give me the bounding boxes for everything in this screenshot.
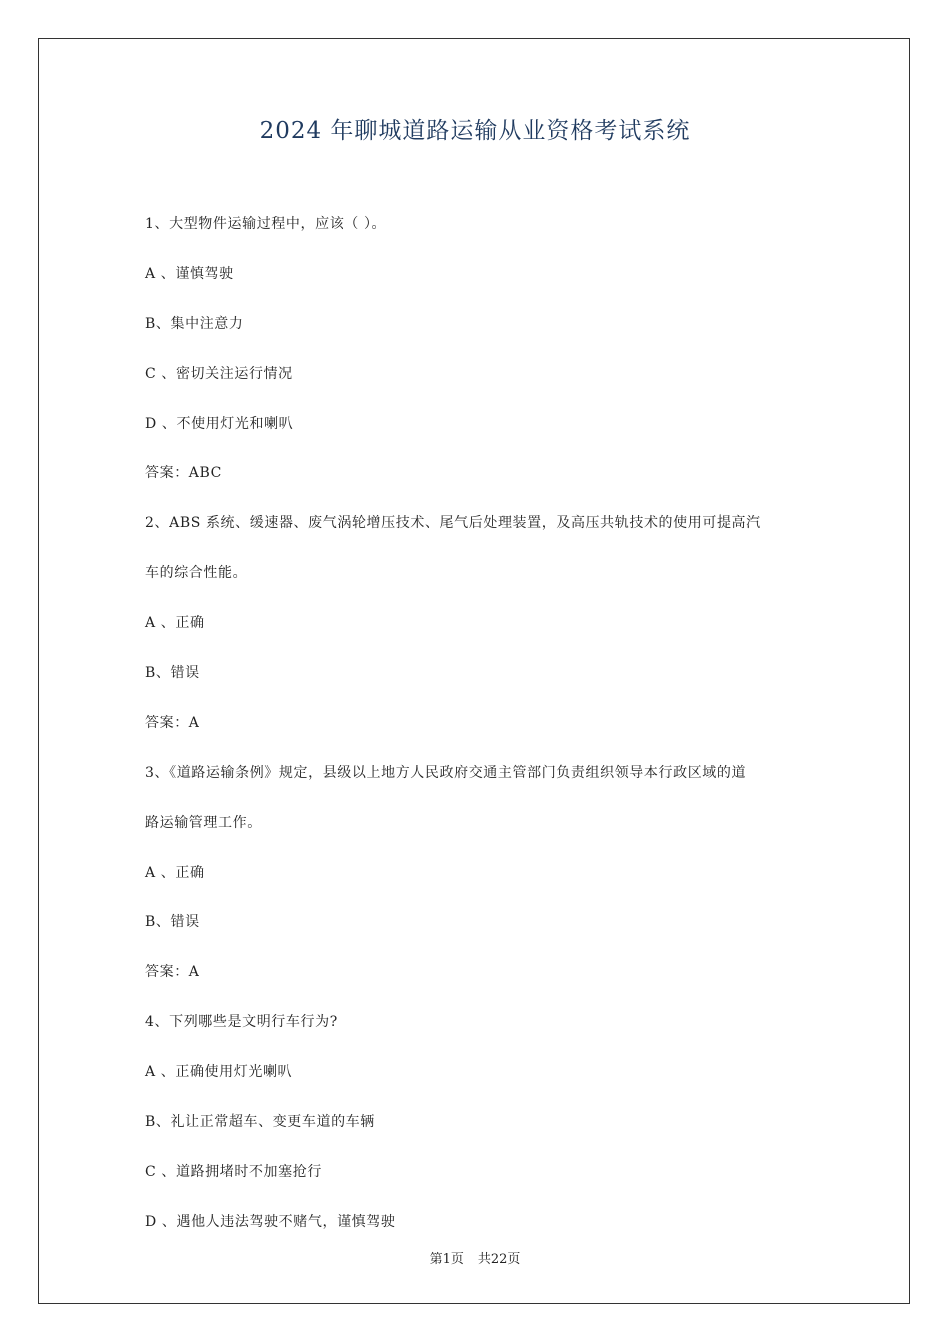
question-3-option-b: B、错误	[145, 914, 200, 931]
question-2-option-b: B、错误	[145, 665, 200, 682]
question-3-stem-line-2: 路运输管理工作。	[145, 814, 262, 831]
question-4-stem: 4、下列哪些是文明行车行为?	[145, 1014, 338, 1031]
question-3-option-a: A 、正确	[145, 864, 205, 881]
question-2-answer: 答案：A	[145, 714, 200, 731]
question-1-option-b: B、集中注意力	[145, 315, 244, 332]
question-2-option-a: A 、正确	[145, 615, 205, 632]
question-1-option-d: D 、不使用灯光和喇叭	[145, 415, 294, 432]
question-4-option-d: D 、遇他人违法驾驶不赌气，谨慎驾驶	[145, 1213, 396, 1230]
question-3-answer: 答案：A	[145, 964, 200, 981]
question-2-stem-line-1: 2、ABS 系统、缓速器、废气涡轮增压技术、尾气后处理装置，及高压共轨技术的使用可提高汽	[145, 515, 761, 532]
question-1-option-c: C 、密切关注运行情况	[145, 365, 293, 382]
question-1-option-a: A 、谨慎驾驶	[145, 265, 234, 282]
document-title: 2024 年聊城道路运输从业资格考试系统	[259, 118, 691, 144]
question-4-option-b: B、礼让正常超车、变更车道的车辆	[145, 1114, 375, 1131]
question-2-stem-line-2: 车的综合性能。	[145, 565, 248, 582]
question-4-option-a: A 、正确使用灯光喇叭	[145, 1064, 293, 1081]
page-number-total: 共22页	[477, 1252, 521, 1267]
question-1-stem: 1、大型物件运输过程中，应该（ ）。	[145, 216, 387, 232]
question-list	[145, 200, 815, 1248]
question-4-option-c: C 、道路拥堵时不加塞抢行	[145, 1163, 322, 1180]
page-number-current: 第1页	[429, 1252, 464, 1267]
question-3-stem-line-1: 3、《道路运输条例》规定，县级以上地方人民政府交通主管部门负责组织领导本行政区域的道	[145, 764, 747, 781]
page-footer	[0, 1248, 950, 1267]
question-1-answer: 答案：ABC	[145, 465, 222, 482]
